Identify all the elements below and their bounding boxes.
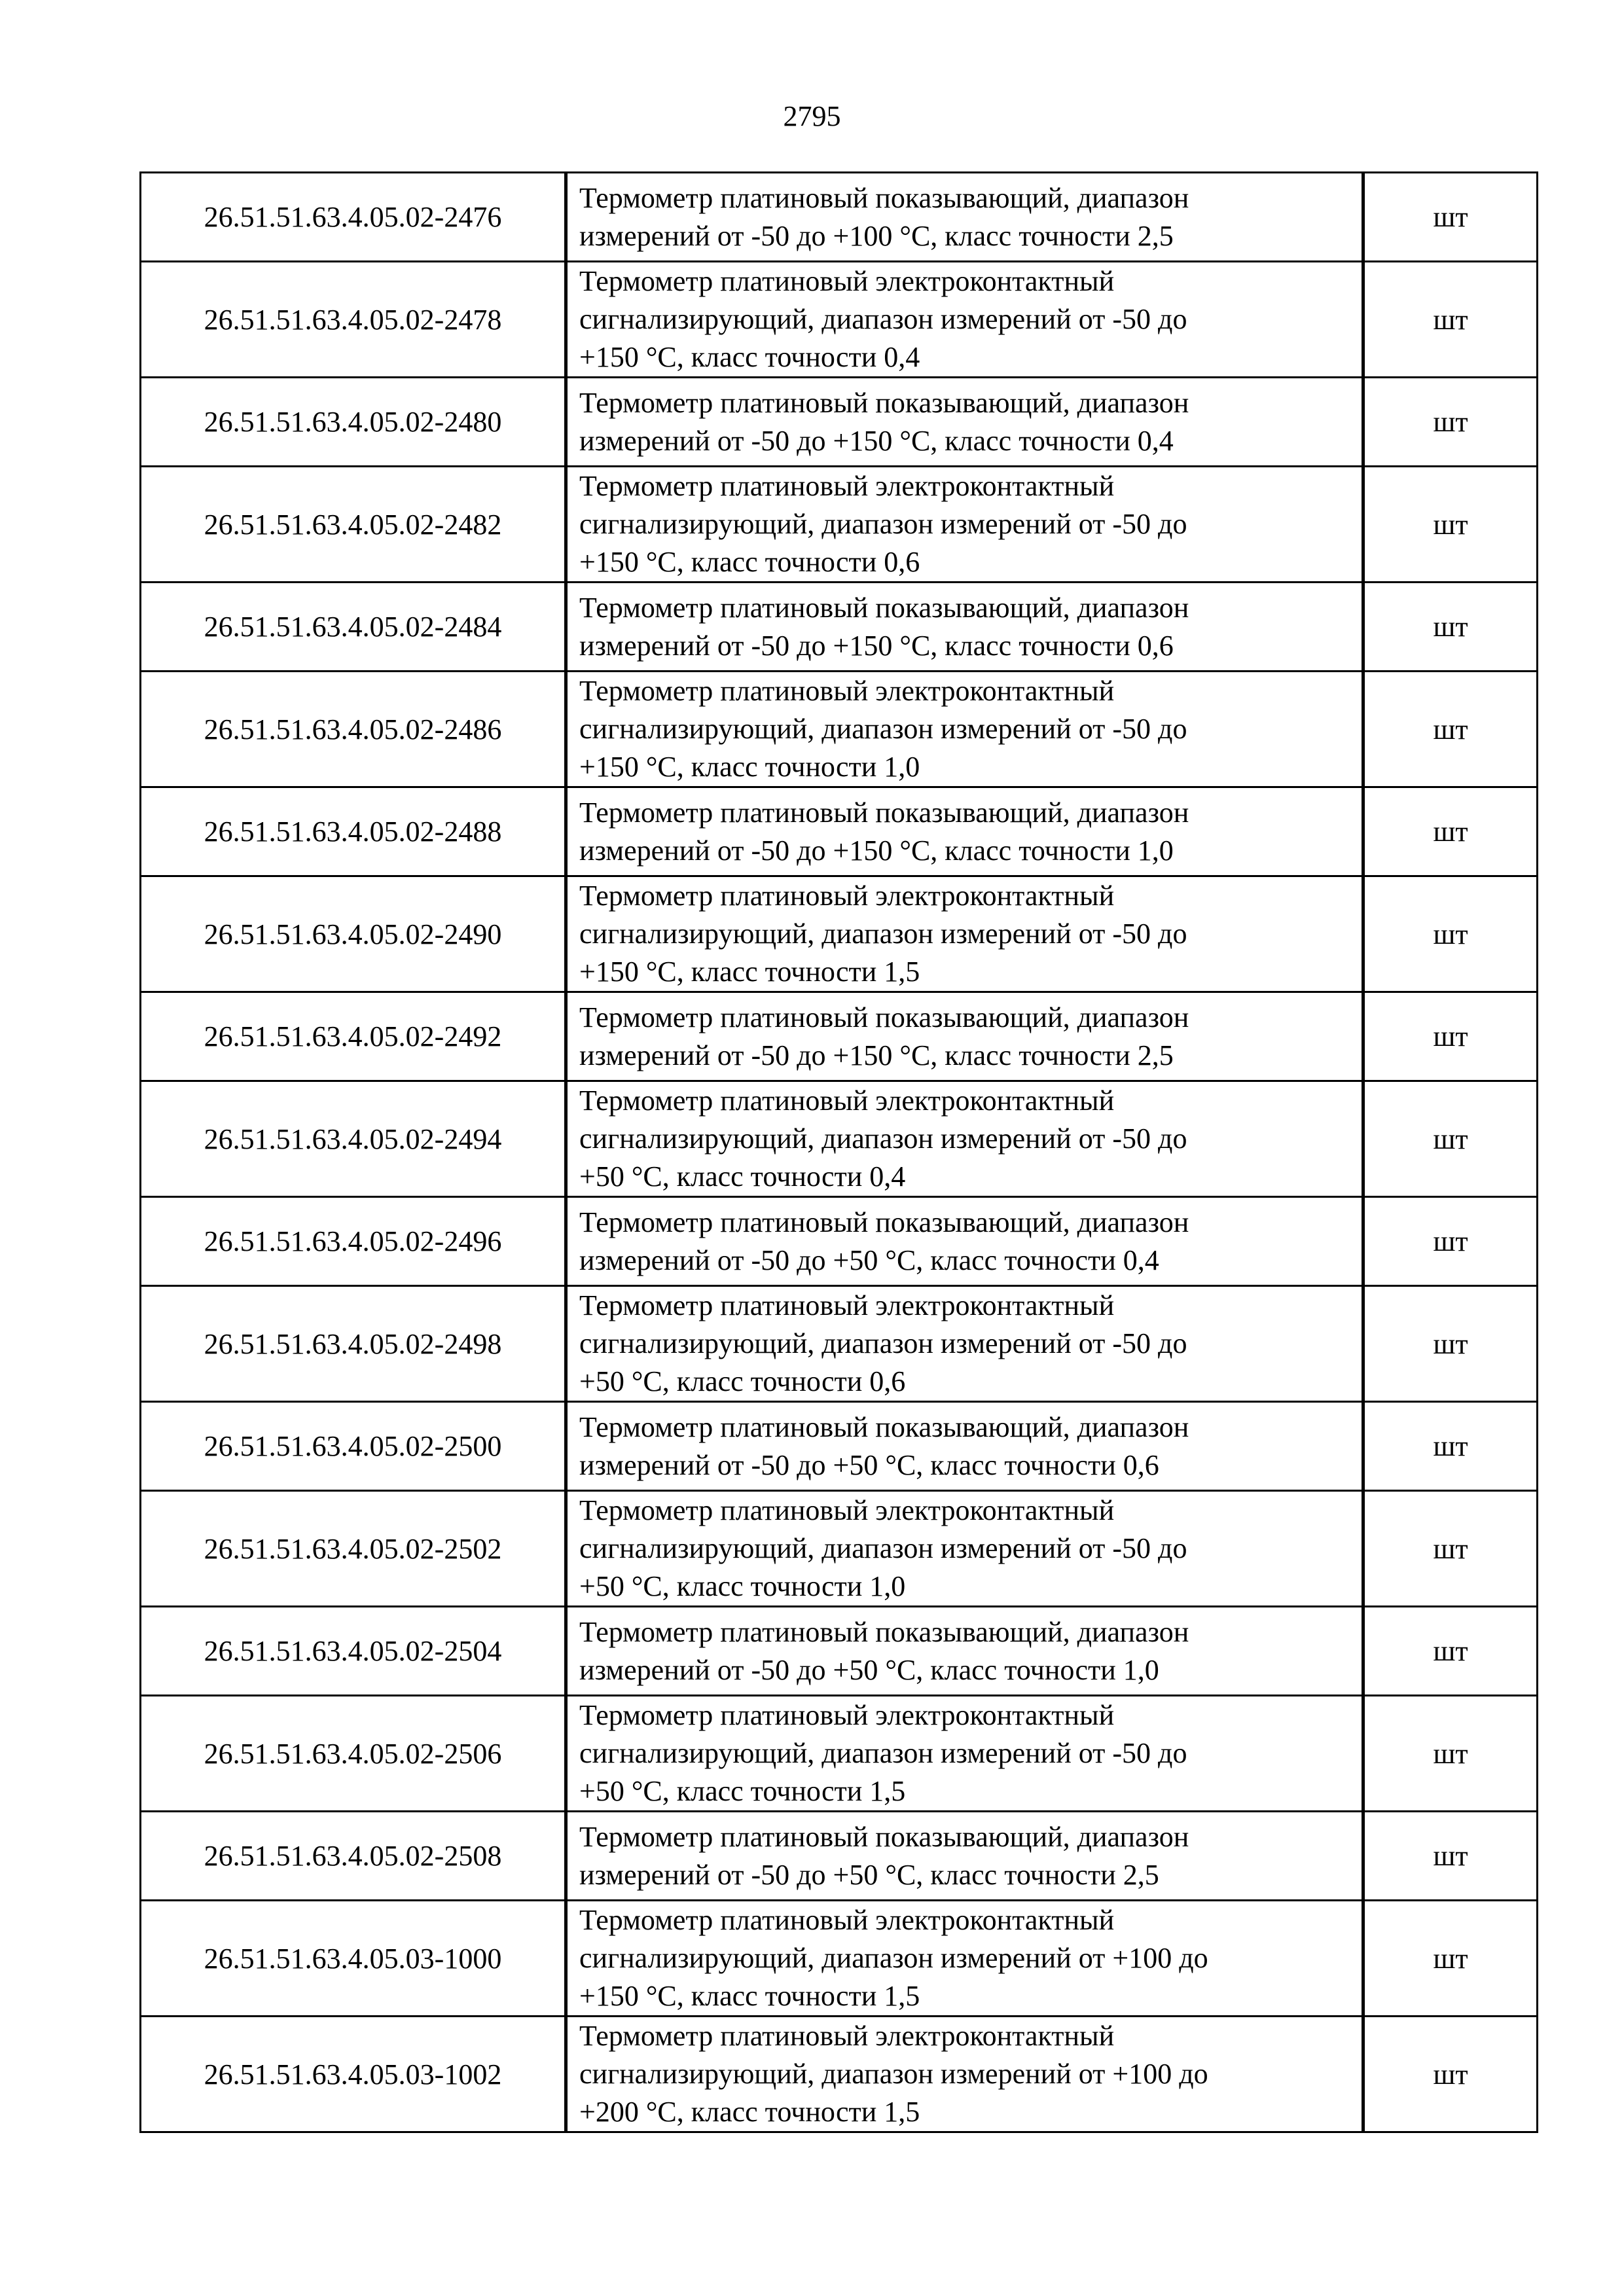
- item-unit: шт: [1363, 787, 1538, 876]
- description-line: +150 °С, класс точности 1,5: [579, 1980, 920, 2012]
- description-line: сигнализирующий, диапазон измерений от +100 до: [579, 1942, 1208, 1974]
- item-code: 26.51.51.63.4.05.02-2508: [141, 1812, 566, 1901]
- item-code: 26.51.51.63.4.05.02-2496: [141, 1197, 566, 1286]
- item-unit: шт: [1363, 262, 1538, 378]
- item-description: [566, 583, 1363, 672]
- item-description: [566, 1081, 1363, 1197]
- description-line: Термометр платиновый электроконтактный: [579, 1289, 1115, 1321]
- item-code: 26.51.51.63.4.05.02-2482: [141, 467, 566, 583]
- description-line: сигнализирующий, диапазон измерений от -50 до: [579, 918, 1187, 950]
- item-description: [566, 173, 1363, 262]
- description-line: Термометр платиновый электроконтактный: [579, 1904, 1115, 1936]
- description-line: Термометр платиновый электроконтактный: [579, 1085, 1115, 1117]
- description-line: Термометр платиновый показывающий, диапазон: [579, 1820, 1189, 1853]
- description-line: сигнализирующий, диапазон измерений от -50 до: [579, 713, 1187, 745]
- table-row: [141, 992, 1538, 1081]
- catalog-table: [139, 171, 1538, 2133]
- description-line: измерений от -50 до +150 °С, класс точности 0,6: [579, 629, 1174, 662]
- table-row: [141, 378, 1538, 467]
- description-line: +50 °С, класс точности 0,4: [579, 1160, 906, 1193]
- description-line: сигнализирующий, диапазон измерений от -50 до: [579, 303, 1187, 335]
- item-code: 26.51.51.63.4.05.02-2486: [141, 672, 566, 787]
- item-unit: шт: [1363, 992, 1538, 1081]
- item-code: 26.51.51.63.4.05.03-1002: [141, 2017, 566, 2132]
- description-line: +50 °С, класс точности 1,5: [579, 1775, 906, 1807]
- item-description: [566, 1901, 1363, 2017]
- item-unit: шт: [1363, 1491, 1538, 1607]
- item-unit: шт: [1363, 2017, 1538, 2132]
- item-code: 26.51.51.63.4.05.02-2500: [141, 1402, 566, 1491]
- description-line: Термометр платиновый электроконтактный: [579, 1494, 1115, 1526]
- item-unit: шт: [1363, 1812, 1538, 1901]
- item-unit: шт: [1363, 1402, 1538, 1491]
- item-description: [566, 787, 1363, 876]
- item-description: [566, 2017, 1363, 2132]
- item-code: 26.51.51.63.4.05.02-2502: [141, 1491, 566, 1607]
- item-code: 26.51.51.63.4.05.02-2478: [141, 262, 566, 378]
- description-line: +150 °С, класс точности 1,0: [579, 751, 920, 783]
- item-code: 26.51.51.63.4.05.02-2490: [141, 876, 566, 992]
- item-code: 26.51.51.63.4.05.03-1000: [141, 1901, 566, 2017]
- item-code: 26.51.51.63.4.05.02-2494: [141, 1081, 566, 1197]
- description-line: измерений от -50 до +50 °С, класс точности 2,5: [579, 1858, 1159, 1891]
- table-row: [141, 672, 1538, 787]
- description-line: Термометр платиновый показывающий, диапазон: [579, 181, 1189, 214]
- item-description: [566, 378, 1363, 467]
- description-line: Термометр платиновый показывающий, диапазон: [579, 591, 1189, 624]
- item-unit: шт: [1363, 1901, 1538, 2017]
- item-code: 26.51.51.63.4.05.02-2484: [141, 583, 566, 672]
- description-line: Термометр платиновый показывающий, диапазон: [579, 1001, 1189, 1033]
- description-line: +200 °С, класс точности 1,5: [579, 2096, 920, 2128]
- table-row: [141, 262, 1538, 378]
- table-row: [141, 1607, 1538, 1696]
- description-line: измерений от -50 до +50 °С, класс точности 1,0: [579, 1653, 1159, 1686]
- description-line: +150 °С, класс точности 1,5: [579, 956, 920, 988]
- item-unit: шт: [1363, 1197, 1538, 1286]
- table-row: [141, 1812, 1538, 1901]
- item-unit: шт: [1363, 1286, 1538, 1402]
- item-description: [566, 1286, 1363, 1402]
- description-line: Термометр платиновый показывающий, диапазон: [579, 1615, 1189, 1648]
- item-unit: шт: [1363, 583, 1538, 672]
- table-row: [141, 787, 1538, 876]
- item-description: [566, 467, 1363, 583]
- item-code: 26.51.51.63.4.05.02-2492: [141, 992, 566, 1081]
- description-line: сигнализирующий, диапазон измерений от -50 до: [579, 1532, 1187, 1564]
- description-line: Термометр платиновый электроконтактный: [579, 265, 1115, 297]
- table-row: [141, 467, 1538, 583]
- item-description: [566, 1607, 1363, 1696]
- catalog-table-body: [141, 173, 1538, 2132]
- table-row: [141, 876, 1538, 992]
- item-code: 26.51.51.63.4.05.02-2504: [141, 1607, 566, 1696]
- description-line: сигнализирующий, диапазон измерений от -50 до: [579, 1737, 1187, 1769]
- item-description: [566, 1812, 1363, 1901]
- item-description: [566, 992, 1363, 1081]
- item-unit: шт: [1363, 672, 1538, 787]
- table-row: [141, 1901, 1538, 2017]
- description-line: сигнализирующий, диапазон измерений от -50 до: [579, 508, 1187, 540]
- table-row: [141, 1491, 1538, 1607]
- item-unit: шт: [1363, 378, 1538, 467]
- item-code: 26.51.51.63.4.05.02-2506: [141, 1696, 566, 1812]
- description-line: измерений от -50 до +100 °С, класс точности 2,5: [579, 219, 1174, 252]
- description-line: Термометр платиновый показывающий, диапазон: [579, 386, 1189, 419]
- description-line: +150 °С, класс точности 0,4: [579, 341, 920, 373]
- table-row: [141, 1081, 1538, 1197]
- item-unit: шт: [1363, 467, 1538, 583]
- item-code: 26.51.51.63.4.05.02-2488: [141, 787, 566, 876]
- description-line: Термометр платиновый электроконтактный: [579, 1699, 1115, 1731]
- item-description: [566, 1197, 1363, 1286]
- item-unit: шт: [1363, 876, 1538, 992]
- description-line: +50 °С, класс точности 1,0: [579, 1570, 906, 1602]
- description-line: измерений от -50 до +50 °С, класс точности 0,6: [579, 1448, 1159, 1481]
- table-row: [141, 1696, 1538, 1812]
- description-line: Термометр платиновый электроконтактный: [579, 470, 1115, 502]
- description-line: Термометр платиновый электроконтактный: [579, 675, 1115, 707]
- description-line: +50 °С, класс точности 0,6: [579, 1365, 906, 1397]
- table-row: [141, 1197, 1538, 1286]
- description-line: +150 °С, класс точности 0,6: [579, 546, 920, 578]
- table-row: [141, 2017, 1538, 2132]
- description-line: измерений от -50 до +50 °С, класс точности 0,4: [579, 1244, 1159, 1276]
- item-description: [566, 1402, 1363, 1491]
- page-number: 2795: [783, 100, 841, 132]
- description-line: сигнализирующий, диапазон измерений от +100 до: [579, 2058, 1208, 2090]
- item-unit: шт: [1363, 1607, 1538, 1696]
- table-row: [141, 173, 1538, 262]
- item-description: [566, 262, 1363, 378]
- description-line: сигнализирующий, диапазон измерений от -50 до: [579, 1122, 1187, 1155]
- description-line: измерений от -50 до +150 °С, класс точности 2,5: [579, 1039, 1174, 1071]
- table-row: [141, 583, 1538, 672]
- description-line: Термометр платиновый показывающий, диапазон: [579, 1206, 1189, 1238]
- description-line: Термометр платиновый показывающий, диапазон: [579, 1410, 1189, 1443]
- item-unit: шт: [1363, 173, 1538, 262]
- description-line: Термометр платиновый электроконтактный: [579, 880, 1115, 912]
- item-unit: шт: [1363, 1081, 1538, 1197]
- item-code: 26.51.51.63.4.05.02-2480: [141, 378, 566, 467]
- item-code: 26.51.51.63.4.05.02-2476: [141, 173, 566, 262]
- item-description: [566, 1491, 1363, 1607]
- item-code: 26.51.51.63.4.05.02-2498: [141, 1286, 566, 1402]
- description-line: измерений от -50 до +150 °С, класс точности 0,4: [579, 424, 1174, 457]
- table-row: [141, 1402, 1538, 1491]
- item-description: [566, 672, 1363, 787]
- item-description: [566, 876, 1363, 992]
- item-description: [566, 1696, 1363, 1812]
- table-row: [141, 1286, 1538, 1402]
- description-line: сигнализирующий, диапазон измерений от -50 до: [579, 1327, 1187, 1359]
- item-unit: шт: [1363, 1696, 1538, 1812]
- description-line: Термометр платиновый показывающий, диапазон: [579, 796, 1189, 829]
- description-line: Термометр платиновый электроконтактный: [579, 2020, 1115, 2052]
- description-line: измерений от -50 до +150 °С, класс точности 1,0: [579, 834, 1174, 867]
